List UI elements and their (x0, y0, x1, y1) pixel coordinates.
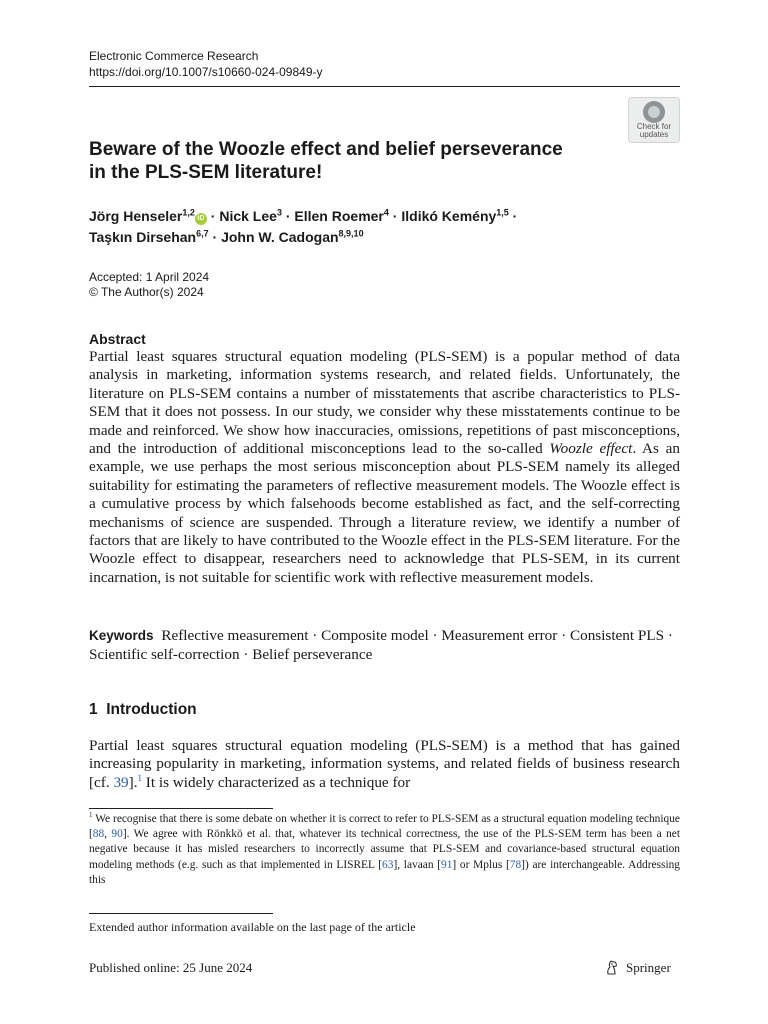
author-name[interactable]: John W. Cadogan (221, 229, 339, 245)
footnote-text: ]. We agree with Rönkkö et al. that, whatever its technical correctness, the use of the PLS-SEM term has been a net negative because it has misled researchers to incorrectly assume that PLS-SEM and covariance-based structural equation modeling methods (e.g. such as that implemented in LISREL [ (89, 828, 680, 871)
author-affiliation: 6,7 (196, 228, 209, 239)
springer-horse-icon (604, 959, 620, 975)
section-title: Introduction (106, 701, 197, 718)
author-affiliation: 3 (276, 207, 282, 218)
author-name[interactable]: Nick Lee (219, 208, 277, 224)
keywords (89, 626, 680, 664)
citation-link[interactable]: 39 (113, 773, 129, 791)
badge-line-1: Check for (636, 122, 672, 131)
footnote-mark: 1 (89, 811, 93, 820)
orcid-icon[interactable]: iD (195, 213, 207, 225)
author-name[interactable]: Taşkın Dirsehan (89, 229, 197, 245)
springer-wordmark: Springer (626, 960, 671, 975)
journal-header (89, 48, 323, 80)
citation-link[interactable]: 88 (92, 828, 105, 841)
author-separator: · (388, 208, 402, 224)
footnote-marker[interactable]: 1 (137, 772, 142, 783)
citation-link[interactable]: 91 (441, 858, 453, 871)
published-online: Published online: 25 June 2024 (89, 960, 253, 975)
header-rule (89, 86, 680, 87)
abstract-heading: Abstract (89, 331, 146, 347)
author-name[interactable]: Ildikó Kemény (401, 208, 497, 224)
accepted-date: Accepted: 1 April 2024 (89, 270, 210, 284)
citation-link[interactable]: 90 (111, 828, 123, 841)
author-info-note: Extended author information available on the last page of the article (89, 920, 416, 934)
title-line-1: Beware of the Woozle effect and belief perseverance (89, 139, 563, 160)
footnote-rule (89, 808, 273, 809)
footnote-text: , (104, 828, 112, 841)
intro-text: ]. (128, 773, 138, 791)
author-name[interactable]: Ellen Roemer (294, 208, 384, 224)
section-heading (89, 700, 197, 720)
intro-paragraph (89, 737, 680, 792)
footnote (89, 812, 680, 888)
author-affiliation: 4 (383, 207, 389, 218)
intro-text: Partial least squares structural equation modeling (PLS-SEM) is a method that has gained increasing popularity in marketing, information systems, and related fields of business research [cf. (89, 737, 680, 791)
author-line-1 (89, 206, 689, 227)
author-separator: · (508, 208, 518, 224)
abstract-text (89, 348, 680, 587)
author-info-rule (89, 913, 273, 914)
paper-title (89, 138, 629, 184)
check-for-updates-icon (643, 101, 665, 123)
author-name[interactable]: Jörg Henseler (89, 208, 183, 224)
section-number: 1 (89, 701, 98, 718)
citation-link[interactable]: 63 (382, 858, 394, 871)
keywords-list: Reflective measurement · Composite model · Measurement error · Consistent PLS · Scientific self-correction · Belief perseverance (89, 627, 673, 663)
footnote-text: ] or Mplus [ (452, 858, 510, 871)
author-separator: · (208, 229, 222, 245)
doi-link[interactable]: https://doi.org/10.1007/s10660-024-09849-y (89, 65, 323, 79)
author-affiliation: 1,5 (496, 207, 509, 218)
springer-logo[interactable] (604, 958, 684, 978)
author-line-2 (89, 227, 689, 248)
author-separator: · (206, 208, 220, 224)
check-for-updates-badge[interactable] (628, 97, 680, 143)
footnote-text: ], lavaan [ (393, 858, 442, 871)
author-separator: · (281, 208, 295, 224)
copyright-notice: © The Author(s) 2024 (89, 285, 204, 299)
citation-link[interactable]: 78 (509, 858, 522, 871)
journal-name: Electronic Commerce Research (89, 49, 259, 63)
badge-line-2: updates (639, 130, 669, 139)
author-list (89, 206, 689, 248)
author-affiliation: 8,9,10 (338, 228, 364, 239)
intro-text: It is widely characterized as a technique for (142, 773, 411, 791)
footnote-text: ]) are interchangeable. Addressing this (89, 858, 680, 886)
title-line-2: in the PLS-SEM literature! (89, 162, 323, 183)
abstract-emphasis: Woozle effect (549, 440, 633, 458)
keywords-label: Keywords (89, 628, 154, 643)
footnote-text: We recognise that there is some debate on whether it is correct to refer to PLS-SEM as a structural equation modeling technique [ (89, 813, 680, 841)
abstract-text-part: Partial least squares structural equation modeling (PLS-SEM) is a popular method of data analysis in marketing, information systems research, and related fields. Unfortunately, the literature on PLS-SEM contains a number of misstatements that ascribe characteristics to PLS-SEM that it does not possess. In our study, we consider why these misstatements continue to be made and reinforced. We show how inaccuracies, omissions, repetitions of past misconceptions, and the introduction of additional misconceptions lead to the so-called (89, 348, 680, 458)
author-affiliation: 1,2 (182, 207, 195, 218)
abstract-text-part: . As an example, we use perhaps the most serious misconception about PLS-SEM namely its alleged suitability for estimating the parameters of reflective measurement models. The Woozle effect is a cumulative process by which falsehoods become established as fact, and the self-correcting mechanisms of science are suspended. Through a literature review, we identify a number of factors that are likely to have contributed to the Woozle effect in the PLS-SEM literature. For the Woozle effect to disappear, researchers need to acknowledge that PLS-SEM, in its current incarnation, is not suitable for scientific work with reflective measurement models. (89, 440, 680, 586)
publication-dates (89, 270, 209, 300)
